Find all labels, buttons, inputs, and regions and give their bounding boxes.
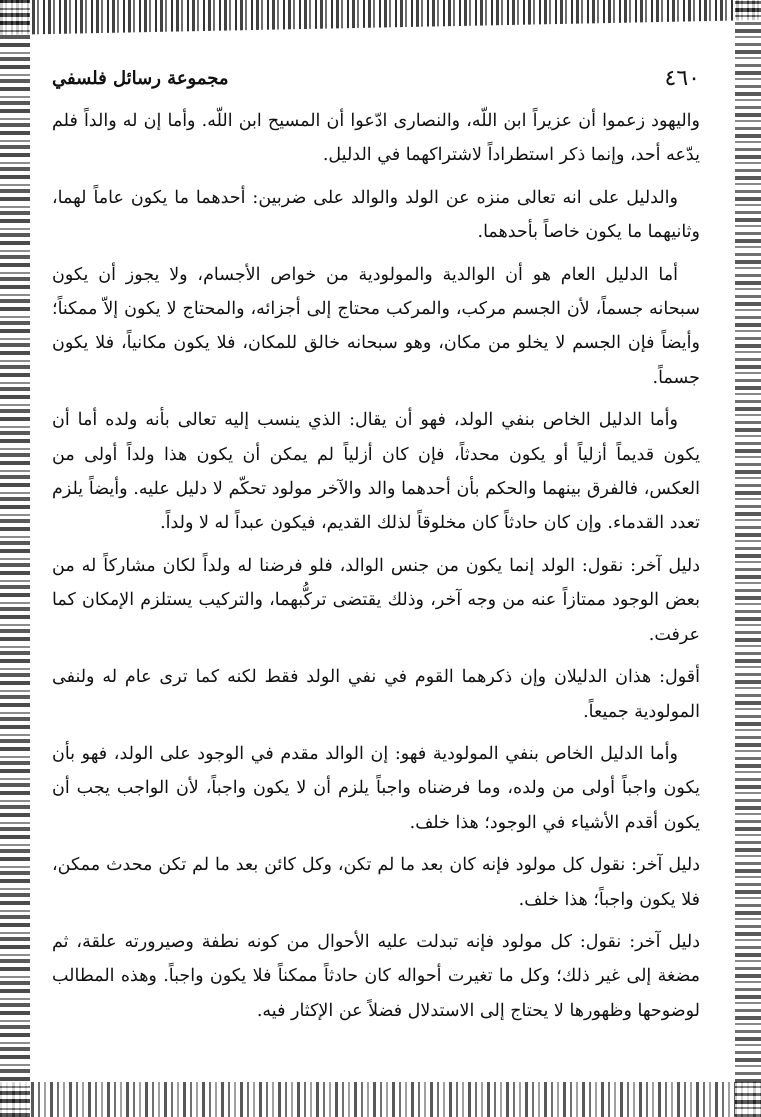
scan-border-right — [735, 0, 761, 1117]
paragraph: واليهود زعموا أن عزيراً ابن اللّه، والنصارى ادّعوا أن المسيح ابن اللّه. وأما إن له والداً فلم يدّعه أحد، وإنما ذكر استطراداً لاشتراكهما في الدليل. — [52, 111, 700, 166]
running-title: مجموعة رسائل فلسفي — [52, 67, 229, 89]
scan-border-top — [0, 0, 761, 50]
paragraph: دليل آخر: نقول كل مولود فإنه كان بعد ما لم تكن، وكل كائن بعد ما لم تكن محدث ممكن، فلا يكون واجباً؛ هذا خلف. — [52, 855, 700, 910]
paragraph: وأما الدليل الخاص بنفي المولودية فهو: إن الوالد مقدم في الوجود على الولد، فهو بأن يكون واجباً أولى من ولده، وما فرضناه واجباً يلزم أن لا يكون واجباً، لأن الواجب يجب أن يكون أقدم الأشياء في الوجود؛ هذا خلف. — [52, 743, 700, 833]
paragraph: والدليل على انه تعالى منزه عن الولد والوالد على ضربين: أحدهما ما يكون عاماً لهما، وثانيهما ما يكون خاصاً بأحدهما. — [52, 187, 700, 243]
page-header — [52, 60, 700, 96]
paragraph: أما الدليل العام هو أن الوالدية والمولودية من خواص الأجسام، ولا يجوز أن يكون سبحانه جسماً، لأن الجسم مركب، والمركب محتاج إلى أجزائه، والمحتاج لا يكون إلاّ ممكناً؛ وأيضاً فإن الجسم لا يخلو من مكان، وهو سبحانه خالق للمكان، فلا يكون مكانياً، فلا يكون جسماً. — [52, 264, 700, 388]
paragraph: دليل آخر: نقول: الولد إنما يكون من جنس الوالد، فلو فرضنا له ولداً لكان مشاركاً له من بعض الوجود ممتازاً عنه من وجه آخر، وذلك يقتضى تركُّبهما، والتركيب يستلزم الإمكان كما عرفت. — [52, 555, 700, 645]
scan-border-left — [0, 0, 30, 1117]
paragraph: دليل آخر: نقول: كل مولود فإنه تبدلت عليه الأحوال من كونه نطفة وصيرورته علقة، ثم مضغة إلى غير ذلك؛ وكل ما تغيرت أحواله كان حادثاً ممكناً فلا يكون واجباً. وهذه المطالب لوضوحها وظهورها لا يحتاج إلى الاستدلال فضلاً عن الإكثار فيه. — [52, 931, 700, 1021]
book-page — [52, 60, 700, 1080]
paragraph: وأما الدليل الخاص بنفي الولد، فهو أن يقال: الذي ينسب إليه تعالى بأنه ولده أما أن يكون قديماً أزلياً أو يكون محدثاً، فإن كان أزلياً لم يمكن أن يكون هذا ولداً أولى من العكس، فالفرق بينهما والحكم بأن أحدهما والد والآخر مولود تحكّم لا دليل عليه. وأيضاً يلزم تعدد القدماء. وإن كان حادثاً كان مخلوقاً لذلك القديم، فيكون عبداً له لا ولداً. — [52, 410, 700, 534]
page-number: ٤٦٠ — [664, 65, 700, 91]
scan-border-bottom — [0, 1082, 761, 1117]
paragraph: أقول: هذان الدليلان وإن ذكرهما القوم في نفي الولد فقط لكنه كما ترى عام له ولنفى المولودية جميعاً. — [52, 667, 700, 722]
body-text — [52, 104, 700, 1036]
